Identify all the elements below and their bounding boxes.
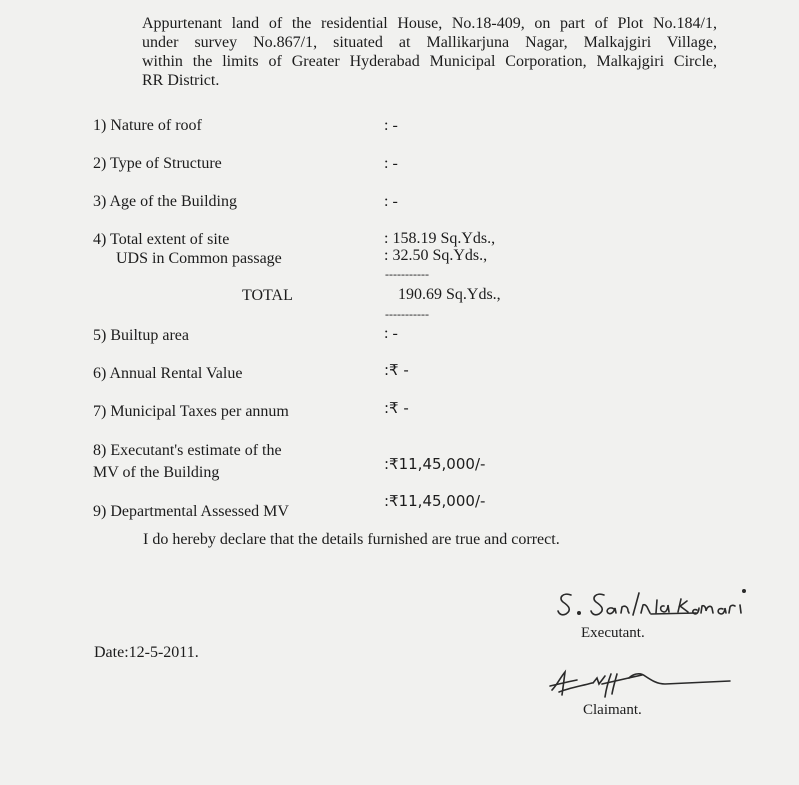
claimant-label: Claimant. bbox=[583, 702, 642, 718]
item-rental-label: 6) Annual Rental Value bbox=[93, 365, 243, 382]
item-structure-label: 2) Type of Structure bbox=[93, 155, 222, 172]
item-age-value: : - bbox=[384, 193, 398, 210]
description-line: Appurtenant land of the residential House, No.18-409, on part of Plot No.184/1, bbox=[142, 15, 717, 32]
executant-label: Executant. bbox=[581, 625, 645, 641]
claimant-signature bbox=[547, 660, 732, 700]
item-roof-value: : - bbox=[384, 117, 398, 134]
item-extent-value: : 158.19 Sq.Yds., bbox=[384, 230, 496, 247]
item-assessed-label: 9) Departmental Assessed MV bbox=[93, 503, 289, 520]
item-assessed-value: :₹11,45,000/- bbox=[384, 492, 486, 510]
separator-rule: ----------- bbox=[385, 307, 429, 321]
description-line: under survey No.867/1, situated at Mallikarjuna Nagar, Malkajgiri Village, bbox=[142, 34, 717, 51]
declaration-text: I do hereby declare that the details furnished are true and correct. bbox=[143, 531, 560, 548]
item-estimate-label: MV of the Building bbox=[93, 464, 220, 481]
item-extent-label: 4) Total extent of site bbox=[93, 231, 230, 248]
item-structure-value: : - bbox=[384, 155, 398, 172]
item-estimate-label: 8) Executant's estimate of the bbox=[93, 442, 282, 459]
item-taxes-value: :₹ - bbox=[384, 399, 409, 417]
document-date: Date:12-5-2011. bbox=[94, 644, 199, 661]
description-line: RR District. bbox=[142, 72, 220, 89]
description-line: within the limits of Greater Hyderabad Municipal Corporation, Malkajgiri Circle, bbox=[142, 53, 717, 70]
item-builtup-value: : - bbox=[384, 325, 398, 342]
item-uds-label: UDS in Common passage bbox=[116, 250, 282, 267]
item-uds-value: : 32.50 Sq.Yds., bbox=[384, 247, 488, 264]
property-description bbox=[142, 14, 717, 90]
item-estimate-value: :₹11,45,000/- bbox=[384, 455, 486, 473]
item-rental-value: :₹ - bbox=[384, 361, 409, 379]
separator-rule: ----------- bbox=[385, 267, 429, 281]
item-builtup-label: 5) Builtup area bbox=[93, 327, 189, 344]
executant-signature bbox=[555, 585, 755, 620]
total-label: TOTAL bbox=[242, 287, 293, 304]
item-taxes-label: 7) Municipal Taxes per annum bbox=[93, 403, 289, 420]
item-roof-label: 1) Nature of roof bbox=[93, 117, 202, 134]
total-value: 190.69 Sq.Yds., bbox=[398, 286, 501, 303]
item-age-label: 3) Age of the Building bbox=[93, 193, 237, 210]
